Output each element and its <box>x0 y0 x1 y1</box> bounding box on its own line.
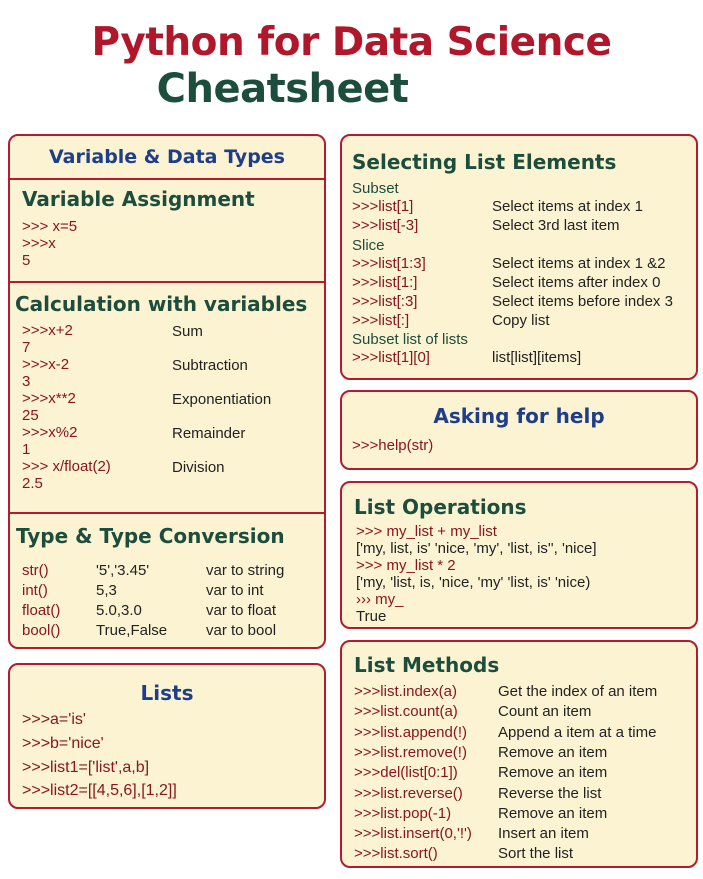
select-description: list[list][items] <box>492 349 582 366</box>
operation-line: ['my, 'list, is, 'nice, 'my' 'list, is' 'nice) <box>356 574 591 591</box>
method-description: Insert an item <box>498 825 589 843</box>
calc-description: Sum <box>172 323 203 340</box>
method-description: Get the index of an item <box>498 683 658 700</box>
method-description: Append a item at a time <box>498 723 657 741</box>
lists-panel <box>8 663 326 809</box>
methods-title: List Methods <box>354 653 500 677</box>
select-code: >>>list[1:] <box>352 274 418 291</box>
select-code: >>>list[1][0] <box>352 349 430 366</box>
calc-code: >>>x-2 <box>22 356 70 373</box>
select-description: Select items at index 1 <box>492 198 643 215</box>
selecting-title: Selecting List Elements <box>352 150 617 174</box>
calc-code: >>> x/float(2) <box>22 458 111 475</box>
select-description: Select 3rd last item <box>492 217 620 234</box>
calc-description: Exponentiation <box>172 391 272 408</box>
method-code: >>>list.index(a) <box>354 683 457 700</box>
select-description: Select items after index 0 <box>492 274 661 291</box>
list-of-lists-label: Subset list of lists <box>352 331 468 348</box>
page-subtitle: Cheatsheet <box>156 66 409 112</box>
type-description: var to string <box>206 562 285 579</box>
type-value: 5.0,3.0 <box>96 602 142 619</box>
page-title: Python for Data Science <box>91 20 612 65</box>
calc-code: >>>x**2 <box>22 390 76 407</box>
type-description: var to int <box>206 582 264 599</box>
calc-result: 7 <box>22 339 31 356</box>
method-description: Sort the list <box>498 845 574 863</box>
lists-line: >>>list1=['list',a,b] <box>22 759 150 776</box>
lists-line: >>>list2=[[4,5,6],[1,2]] <box>22 782 177 799</box>
help-code: >>>help(str) <box>352 437 434 454</box>
select-description: Select items before index 3 <box>492 293 673 310</box>
calc-description: Remainder <box>172 425 246 442</box>
type-func: int() <box>22 582 48 599</box>
select-code: >>>list[1] <box>352 198 414 215</box>
select-code: >>>list[1:3] <box>352 255 426 272</box>
variables-panel <box>8 134 326 649</box>
operation-line: ['my, list, is' 'nice, 'my', 'list, is'', 'nice] <box>356 540 597 557</box>
operations-panel <box>340 481 698 629</box>
type-value: '5','3.45' <box>96 562 150 579</box>
method-description: Remove an item <box>498 764 608 782</box>
assignment-heading: Variable Assignment <box>22 187 255 211</box>
type-func: bool() <box>22 622 61 639</box>
assignment-line: >>>x <box>22 235 56 252</box>
method-code: >>>list.reverse() <box>354 784 463 802</box>
calc-result: 2.5 <box>22 475 43 492</box>
type-conversion-heading: Type & Type Conversion <box>16 524 285 548</box>
method-description: Reverse the list <box>498 784 602 802</box>
operation-line: True <box>356 608 387 625</box>
help-title: Asking for help <box>433 404 605 428</box>
method-code: >>>list.pop(-1) <box>354 804 452 822</box>
lists-title: Lists <box>140 681 194 705</box>
selecting-panel <box>340 134 698 380</box>
divider <box>10 281 324 283</box>
method-description: Remove an item <box>498 804 608 822</box>
method-code: >>>del(list[0:1]) <box>354 764 458 782</box>
calc-result: 1 <box>22 441 31 458</box>
divider <box>10 178 324 180</box>
calculation-heading: Calculation with variables <box>15 292 308 316</box>
slice-label: Slice <box>352 237 385 254</box>
type-description: var to bool <box>206 622 277 639</box>
operation-line: >>> my_list + my_list <box>356 523 497 540</box>
variables-title: Variable & Data Types <box>49 146 285 168</box>
calc-description: Subtraction <box>172 357 248 374</box>
lists-line: >>>b='nice' <box>22 735 104 752</box>
type-description: var to float <box>206 602 277 619</box>
select-description: Select items at index 1 &2 <box>492 255 666 272</box>
method-code: >>>list.append(!) <box>354 723 467 741</box>
divider <box>10 512 324 514</box>
lists-line: >>>a='is' <box>22 711 86 728</box>
type-func: str() <box>22 562 49 579</box>
method-description: Remove an item <box>498 743 608 761</box>
select-code: >>>list[:3] <box>352 293 418 310</box>
operations-title: List Operations <box>354 495 527 519</box>
calc-description: Division <box>172 459 225 476</box>
method-description: Count an item <box>498 703 592 721</box>
type-func: float() <box>22 602 61 619</box>
calc-code: >>>x+2 <box>22 322 73 339</box>
assignment-line: 5 <box>22 252 31 269</box>
method-code: >>>list.sort() <box>354 845 438 863</box>
methods-panel <box>340 640 698 868</box>
calc-result: 25 <box>22 407 39 424</box>
select-description: Copy list <box>492 312 550 329</box>
calc-result: 3 <box>22 373 31 390</box>
type-value: 5,3 <box>96 582 117 599</box>
method-code: >>>list.insert(0,'!') <box>354 825 472 843</box>
select-code: >>>list[-3] <box>352 217 419 234</box>
operation-line: >>> my_list * 2 <box>356 557 456 574</box>
method-code: >>>list.count(a) <box>354 703 458 721</box>
assignment-line: >>> x=5 <box>22 218 78 235</box>
method-code: >>>list.remove(!) <box>354 743 467 761</box>
type-value: True,False <box>96 622 168 639</box>
select-code: >>>list[:] <box>352 312 410 329</box>
operation-line: ››› my_ <box>356 591 404 608</box>
subset-label: Subset <box>352 180 399 197</box>
calc-code: >>>x%2 <box>22 424 78 441</box>
help-panel <box>340 390 698 470</box>
